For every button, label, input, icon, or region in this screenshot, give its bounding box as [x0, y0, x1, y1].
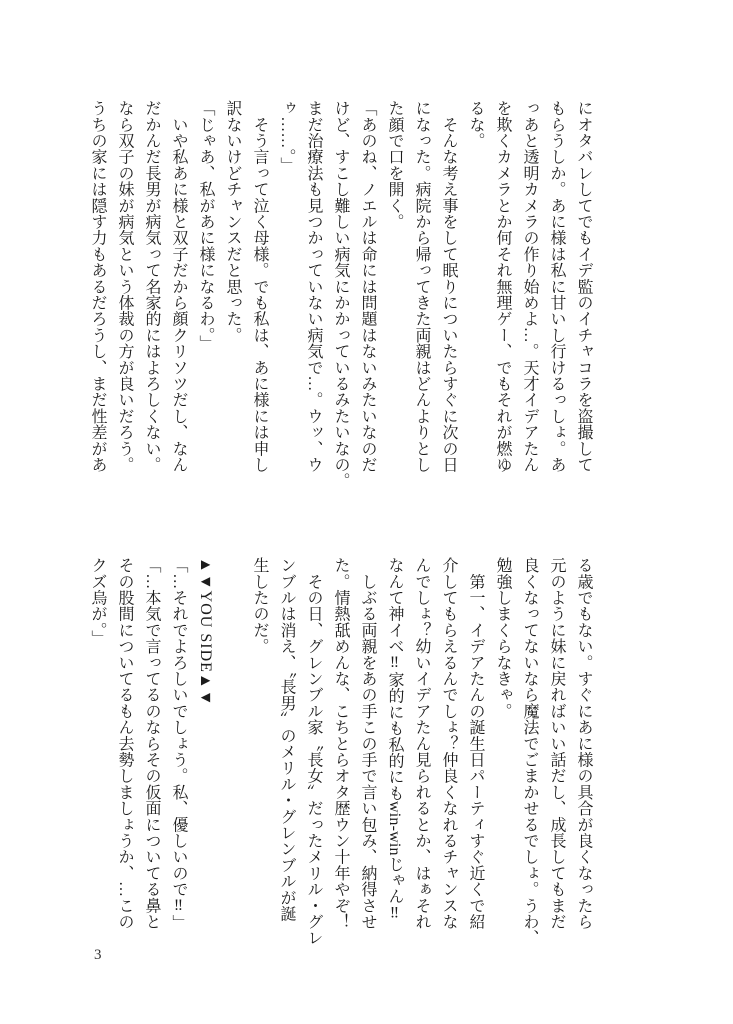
text-column: うちの家には隠す力もあるだろうし、まだ性差があ — [89, 100, 106, 473]
blank-column — [219, 557, 246, 931]
text-column: そう言って泣く母様。でも私は、あに様には申し — [251, 100, 268, 473]
upper-text-band — [84, 100, 597, 489]
text-column: そんな考え事をして眠りについたらすぐに次の日 — [440, 100, 457, 473]
text-column: 介してもらえるんでしょ？仲良くなれるチャンスな — [440, 557, 457, 930]
text-column: 第一、イデアたんの誕生日パーティすぐ近くで紹 — [467, 557, 484, 930]
text-column: ンブルは消え、〝長男〟のメリル・グレンブルが誕 — [278, 557, 295, 922]
text-column: た顔で口を開く。 — [386, 100, 403, 230]
text-column: るな。 — [467, 100, 484, 149]
text-column: なら双子の妹が病気という体裁の方が良いだろう。 — [116, 100, 133, 473]
page-number: 3 — [94, 947, 102, 963]
text-column: っあと透明カメラの作り始めよ…。天才イデアたん — [521, 100, 538, 473]
text-column: だかんだ長男が病気って名家的にはよろしくない。 — [143, 100, 160, 473]
text-column: まだ治療法も見つかっていない病気で…。ウッ、ウ — [305, 100, 322, 473]
text-column: もらうしか。あに様は私に甘いし行けるっしょ。あ — [548, 100, 565, 473]
text-column: 勉強しまくらなきゃ。 — [494, 557, 511, 719]
text-column: クズ烏が。」 — [89, 557, 106, 647]
text-column: その股間についてるもん去勢しましょうか、…この — [116, 557, 133, 930]
text-column: た。情熱舐めんな、こちとらオタ歴ウン十年やぞ！ — [332, 557, 349, 930]
text-column: を欺くカメラとか何それ無理ゲー、でもそれが燃ゆ — [494, 100, 511, 473]
text-column: 「…それでよろしいでしょう。私、優しいので‼」 — [170, 557, 187, 931]
text-column: 訳ないけどチャンスだと思った。 — [224, 100, 241, 343]
text-column: 生したのだ。 — [251, 557, 268, 655]
text-column: 元のように妹に戻ればいい話だし、成長してもまだ — [548, 557, 565, 930]
scene-separator: ▲▼YOU SIDE▲▼ — [197, 557, 214, 707]
text-column: ゥ……。」 — [278, 100, 295, 173]
text-column: 「…本気で言ってるのならその仮面についてる鼻と — [143, 557, 160, 930]
text-column: んでしょ？幼いイデアたん見られるとか、はぁそれ — [413, 557, 430, 930]
text-column: にオタバレしてでもイデ監のイチャコラを盗撮して — [575, 100, 592, 473]
text-column: 「あのね、ノエルは命には問題はないみたいなのだ — [359, 100, 376, 473]
text-column: いや私あに様と双子だから顔クリソツだし、なん — [170, 100, 187, 473]
text-column: 「じゃあ、私があに様になるわ。」 — [197, 100, 214, 352]
text-column: る歳でもない。すぐにあに様の具合が良くなったら — [575, 557, 592, 930]
lower-text-band — [84, 557, 597, 946]
text-column: その日、グレンブル家〝長女〟だったメリル・グレ — [305, 557, 322, 946]
text-column: けど、すこし難しい病気にかかっているみたいなの。 — [332, 100, 349, 489]
text-column: 良くなってないなら魔法でごまかせるでしょ。うわ、 — [521, 557, 538, 946]
text-column: しぶる両親をあの手この手で言い包み、納得させ — [359, 557, 376, 930]
text-column: になった。病院から帰ってきた両親はどんよりとし — [413, 100, 430, 473]
text-column: なんて神イベ‼家的にも私的にもwin-winじゃん‼ — [386, 557, 403, 922]
